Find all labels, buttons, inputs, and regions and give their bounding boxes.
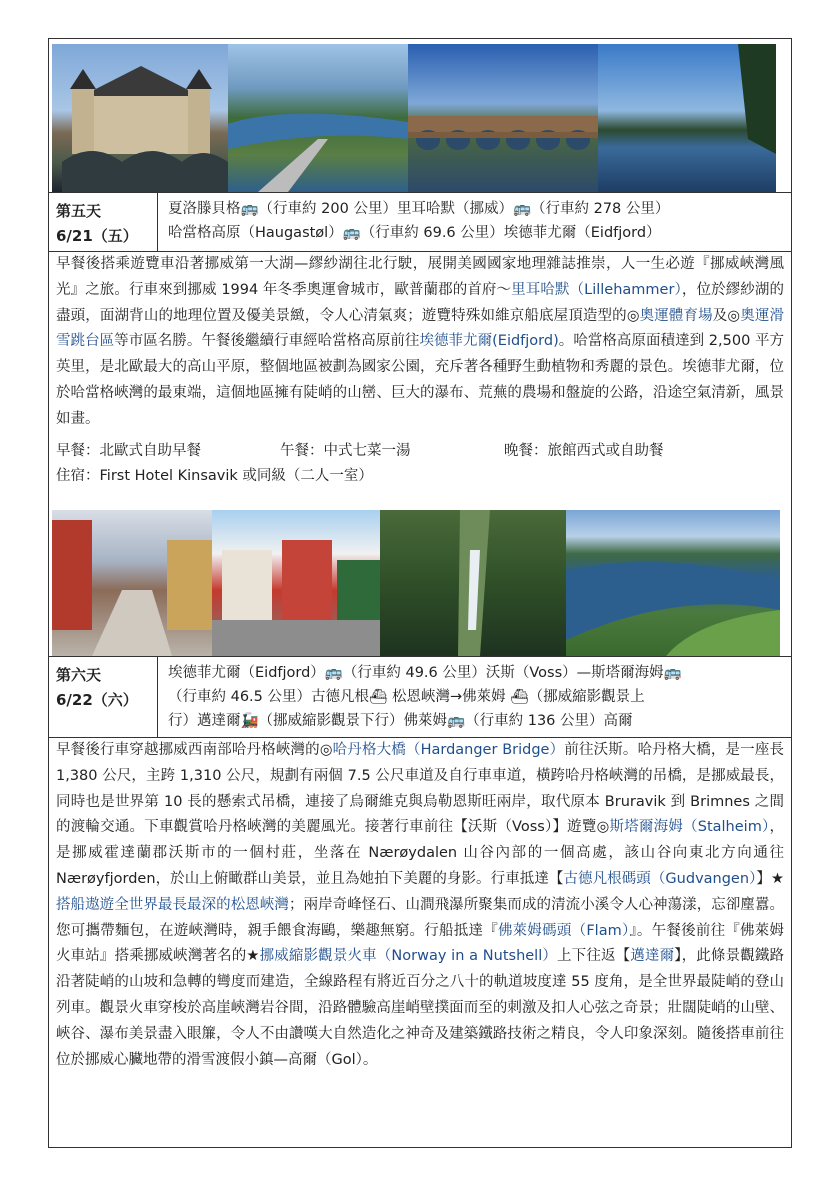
waterfall-photo (380, 510, 566, 656)
day6-route-line3: 行）邁達爾🚂（挪威縮影觀景下行）佛萊姆🚌（行車約 136 公里）高爾 (168, 713, 633, 729)
lunch: 午餐：中式七菜一湯 (280, 442, 411, 459)
day5-day: 第五天 (56, 202, 102, 220)
stone-bridge-photo (408, 44, 598, 192)
day5-meals (48, 439, 792, 465)
myrdal-text: 邁達爾 (630, 948, 675, 965)
lake-photo (598, 44, 776, 192)
dinner: 晚餐：旅館西式或自助餐 (504, 442, 664, 459)
castle-photo (52, 44, 228, 192)
day6-route (158, 657, 792, 737)
wooden-houses-photo (212, 510, 380, 656)
lillehammer-link: 里耳哈默（Lillehammer） (511, 281, 682, 298)
gudvangen-text: 古德凡根碼頭（Gudvangen） (563, 870, 757, 887)
day6-text-1: 早餐後行車穿越挪威西南部哈丹格峽灣的◎ (56, 742, 333, 758)
day5-hotel: 住宿：First Hotel Kinsavik 或同級（二人一室） (56, 468, 373, 485)
day6-paragraph (48, 738, 792, 1079)
street-photo (52, 510, 212, 656)
stalheim-text: 斯塔爾海姆（Stalheim） (609, 819, 770, 836)
day5-date: 6/21（五） (56, 227, 138, 245)
day5-label (48, 193, 158, 251)
hardanger-bridge-text: 哈丹格大橋（Hardanger Bridge） (332, 742, 565, 758)
day6-route-line2: （行車約 46.5 公里）古德凡根⛴ 松恩峽灣→佛萊姆 ⛴（挪威縮影觀景上 (168, 689, 645, 705)
day6-body (48, 738, 792, 1079)
day6-text-4: 】★ (756, 870, 784, 887)
day6-label (48, 657, 158, 737)
day5-text-3: 及◎ (712, 307, 741, 324)
day6-text-3: ，是挪威霍達蘭郡沃斯市的一個村莊，坐落在 Nærøydalen 山谷內部的一個高處，該山谷向東北方向通往 Nærøyfjorden，於山上俯瞰群山美景，並且為她拍下美麗的身影。行車抵達【 (56, 819, 784, 887)
fjord-village-photo (566, 510, 780, 656)
day5-route (158, 193, 792, 251)
day5-paragraph (48, 252, 792, 439)
day6-header (48, 656, 792, 738)
ski-jump-text: 奧運滑雪跳台區 (56, 307, 785, 350)
sognefjord-cruise-text: 搭船遨遊全世界最長最深的松恩峽灣 (56, 896, 289, 913)
day6-text-7: 上下往返【 (557, 948, 631, 965)
nutshell-train-text: 挪威縮影觀景火車（Norway in a Nutshell） (259, 948, 558, 965)
day5-text-1: 早餐後搭乘遊覽車沿著挪威第一大湖—繆紗湖往北行駛，展開美國國家地理雜誌推崇，人一生必遊『挪威峽灣風光』之旅。行車來到挪威 1994 年冬季奧運會城市，歐普蘭郡的首府～ (56, 256, 784, 298)
day5-header (48, 192, 792, 252)
day6-text-5: ；兩岸奇峰怪石、山澗飛瀑所聚集而成的清流小溪令人心神蕩漾，忘卻塵囂。您可攜帶麵包，在遊峽灣時，親手餵食海鷗，樂趣無窮。行船抵達『 (56, 896, 785, 939)
day6-text-6: 』。午餐後前往『佛萊姆火車站』搭乘挪威峽灣著名的★ (56, 922, 785, 965)
eidfjord-text: 埃德菲尤爾(Eidfjord) (419, 333, 559, 350)
photo-strip-middle (52, 510, 780, 656)
day5-route-line1: 夏洛滕貝格🚌（行車約 200 公里）里耳哈默（挪威）🚌（行車約 278 公里） (168, 201, 670, 217)
day6-text-2: 前往沃斯。哈丹格大橋，是一座長 1,380 公尺，主跨 1,310 公尺，規劃有兩個 7.5 公尺車道及自行車車道，橫跨哈丹格峽灣的吊橋，是挪威最長，同時也是世界第 10 長的懸索式吊橋，連接了烏爾維克與烏勒恩斯旺兩岸，取代原本 Bruravik 到 Brimnes 之間的渡輪交通。下車觀賞哈丹格峽灣的美麗風光。接著行車前往【沃斯（Voss）】遊覽◎ (56, 742, 784, 836)
flam-pier-text: 佛萊姆碼頭（Flam） (497, 922, 630, 939)
day6-route-line1: 埃德菲尤爾（Eidfjord）🚌（行車約 49.6 公里）沃斯（Voss）—斯塔爾海姆🚌 (168, 665, 682, 681)
day5-text-2: ，位於繆紗湖的盡頭，面湖背山的地理位置及優美景緻，令人心清氣爽；遊覽特殊如維京船底屋頂造型的◎ (56, 281, 784, 324)
aerial-town-photo (228, 44, 408, 192)
day5-route-line2: 哈當格高原（Haugastøl）🚌（行車約 69.6 公里）埃德菲尤爾（Eidfjord） (168, 225, 661, 241)
day6-text-8: 】，此條景觀鐵路沿著陡峭的山坡和急轉的彎度而建造，全線路程有將近百分之八十的軌道坡度達 55 度角，是全世界最陡峭的登山列車。觀景火車穿梭於高崖峽灣岩谷間，沿路體驗高崖峭壁撲面而至的刺激及扣人心弦之奇景；壯闊陡峭的山壁、峽谷、瀑布美景盡入眼簾，令人不由讚嘆大自然造化之神奇及建築鐵路技術之精良，令人印象深刻。隨後搭車前往位於挪威心臟地帶的滑雪渡假小鎮—高爾（Gol）。 (56, 948, 785, 1068)
day6-day: 第六天 (56, 666, 102, 684)
breakfast: 早餐：北歐式自助早餐 (56, 442, 201, 459)
day5-text-4: 等市區名勝。午餐後繼續行車經哈當格高原前往 (114, 333, 420, 350)
day6-date: 6/22（六） (56, 691, 138, 709)
photo-strip-top (52, 44, 776, 192)
day5-text-5: 。哈當格高原面積達到 2,500 平方英里，是北歐最大的高山平原，整個地區被劃為國家公園，充斥著各種野生動植物和秀麗的景色。埃德菲尤爾，位於哈當格峽灣的最東端，這個地區擁有陡峭的山巒、巨大的瀑布、荒蕪的農場和盤旋的公路，沿途空氣清新，風景如畫。 (56, 333, 784, 427)
day5-body (48, 252, 792, 496)
olympic-stadium-text: 奧運體育場 (639, 307, 713, 324)
